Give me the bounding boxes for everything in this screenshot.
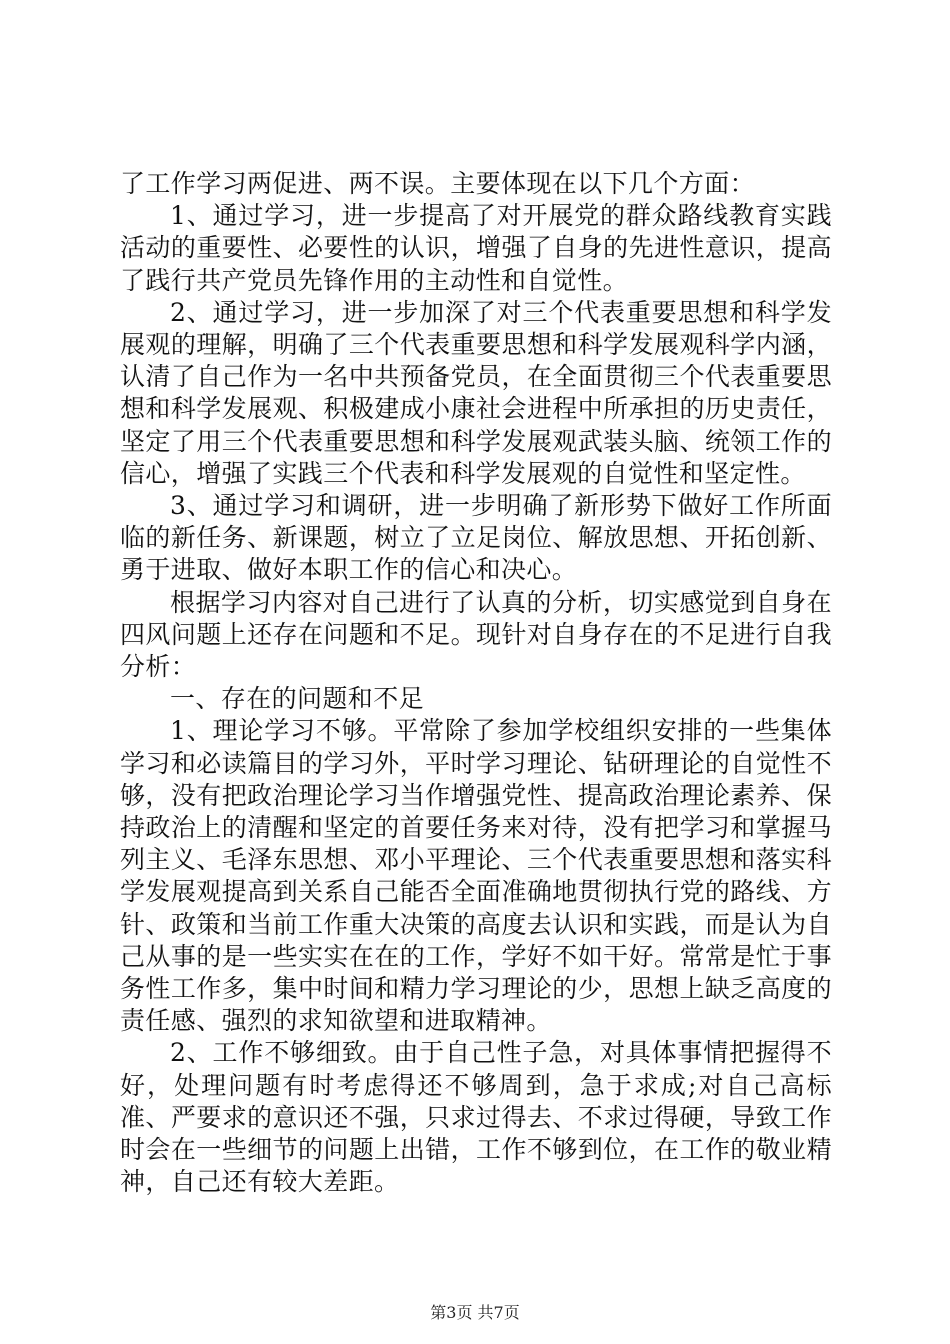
document-body [120,168,832,1199]
paragraph-issue-1: 1、理论学习不够。平常除了参加学校组织安排的一些集体学习和必读篇目的学习外，平时学习理论、钻研理论的自觉性不够，没有把政治理论学习当作增强党性、提高政治理论素养、保持政治上的清醒和坚定的首要任务来对待，没有把学习和掌握马列主义、毛泽东思想、邓小平理论、三个代表重要思想和落实科学发展观提高到关系自己能否全面准确地贯彻执行党的路线、方针、政策和当前工作重大决策的高度去认识和实践，而是认为自己从事的是一些实实在在的工作，学好不如干好。常常是忙于事务性工作多，集中时间和精力学习理论的少，思想上缺乏高度的责任感、强烈的求知欲望和进取精神。 [120,716,832,1036]
page-number-footer: 第3页 共7页 [430,1303,520,1322]
paragraph-issue-2: 2、工作不够细致。由于自己性子急，对具体事情把握得不好，处理问题有时考虑得还不够周到，急于求成;对自己高标准、严要求的意识还不强，只求过得去、不求过得硬，导致工作时会在一些细节的问题上出错，工作不够到位，在工作的敬业精神，自己还有较大差距。 [120,1038,832,1197]
section-heading: 一、存在的问题和不足 [170,684,425,714]
paragraph-point-1: 1、通过学习，进一步提高了对开展党的群众路线教育实践活动的重要性、必要性的认识，增强了自身的先进性意识，提高了践行共产党员先锋作用的主动性和自觉性。 [120,201,832,295]
paragraph-analysis-intro: 根据学习内容对自己进行了认真的分析，切实感觉到自身在四风问题上还存在问题和不足。现针对自身存在的不足进行自我分析： [120,587,832,682]
paragraph-point-3: 3、通过学习和调研，进一步明确了新形势下做好工作所面临的新任务、新课题，树立了立足岗位、解放思想、开拓创新、勇于进取、做好本职工作的信心和决心。 [120,491,832,585]
paragraph-point-2: 2、通过学习，进一步加深了对三个代表重要思想和科学发展观的理解，明确了三个代表重要思想和科学发展观科学内涵，认清了自己作为一名中共预备党员，在全面贯彻三个代表重要思想和科学发展观、积极建成小康社会进程中所承担的历史责任，坚定了用三个代表重要思想和科学发展观武装头脑、统领工作的信心，增强了实践三个代表和科学发展观的自觉性和坚定性。 [120,297,832,488]
paragraph-continuation: 了工作学习两促进、两不误。主要体现在以下几个方面： [120,169,756,198]
